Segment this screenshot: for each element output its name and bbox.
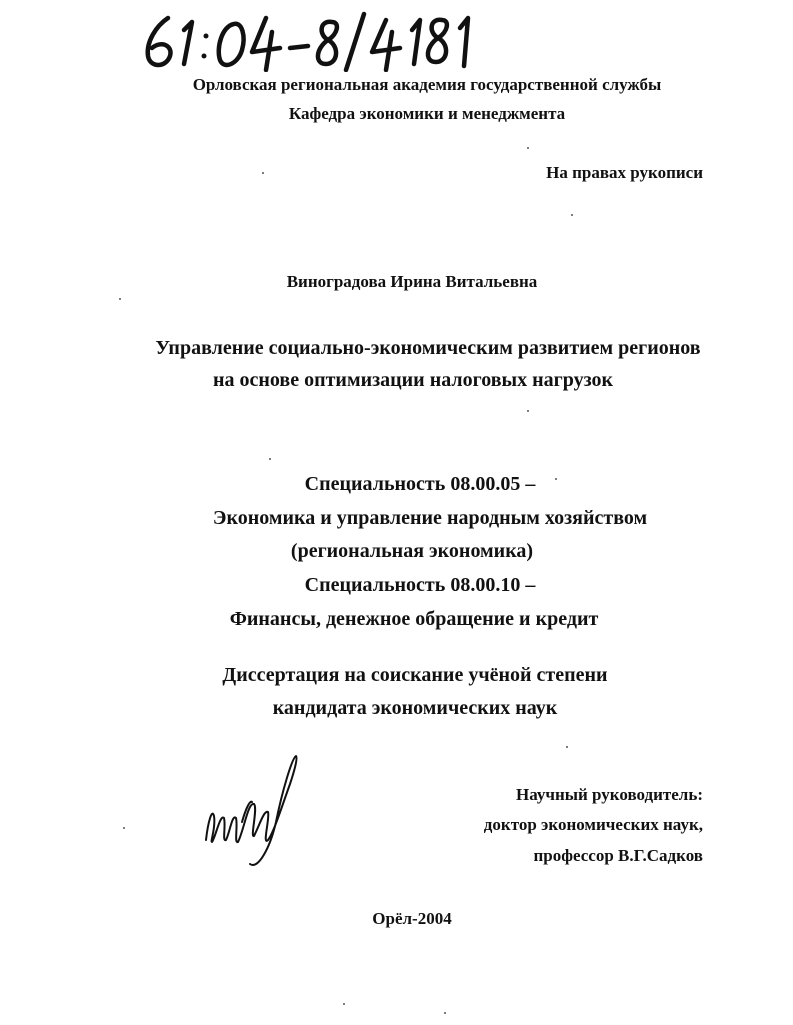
author-name: Виноградова Ирина Витальевна [286, 272, 538, 291]
dissertation-title-line-2: на основе оптимизации налоговых нагрузок [212, 369, 614, 391]
archive-number-handwriting [138, 8, 483, 72]
handwritten-archive-number [138, 8, 483, 72]
supervisor-degree: доктор экономических наук, [483, 815, 703, 834]
scan-speck [527, 147, 529, 149]
scan-speck [262, 172, 264, 174]
signature [198, 752, 308, 870]
manuscript-rights: На правах рукописи [546, 163, 703, 182]
degree-line-2: кандидата экономических наук [272, 697, 558, 719]
dissertation-title-line-1: Управление социально-экономическим развитием регионов [155, 337, 701, 359]
specialty-2-name: Финансы, денежное обращение и кредит [229, 608, 599, 630]
specialty-1-code: Специальность 08.00.05 – [304, 473, 536, 495]
supervisor-label: Научный руководитель: [516, 785, 703, 804]
supervisor-name: профессор В.Г.Садков [533, 846, 703, 865]
department-name: Кафедра экономики и менеджмента [288, 104, 566, 123]
specialty-1-subtitle: (региональная экономика) [290, 540, 534, 562]
academy-name: Орловская региональная академия государственной службы [192, 75, 662, 94]
scan-speck [566, 746, 568, 748]
city-year: Орёл-2004 [372, 909, 452, 928]
specialty-1-name: Экономика и управление народным хозяйством [212, 507, 648, 529]
scan-speck [571, 214, 573, 216]
scan-speck [343, 1003, 345, 1005]
degree-line-1: Диссертация на соискание учёной степени [222, 664, 608, 686]
scan-speck [555, 478, 557, 480]
scan-speck [123, 827, 125, 829]
signature-handwriting [198, 752, 308, 870]
scan-speck [119, 298, 121, 300]
scan-speck [527, 410, 529, 412]
specialty-2-code: Специальность 08.00.10 – [304, 574, 536, 596]
scan-speck [444, 1012, 446, 1014]
scan-speck [269, 458, 271, 460]
